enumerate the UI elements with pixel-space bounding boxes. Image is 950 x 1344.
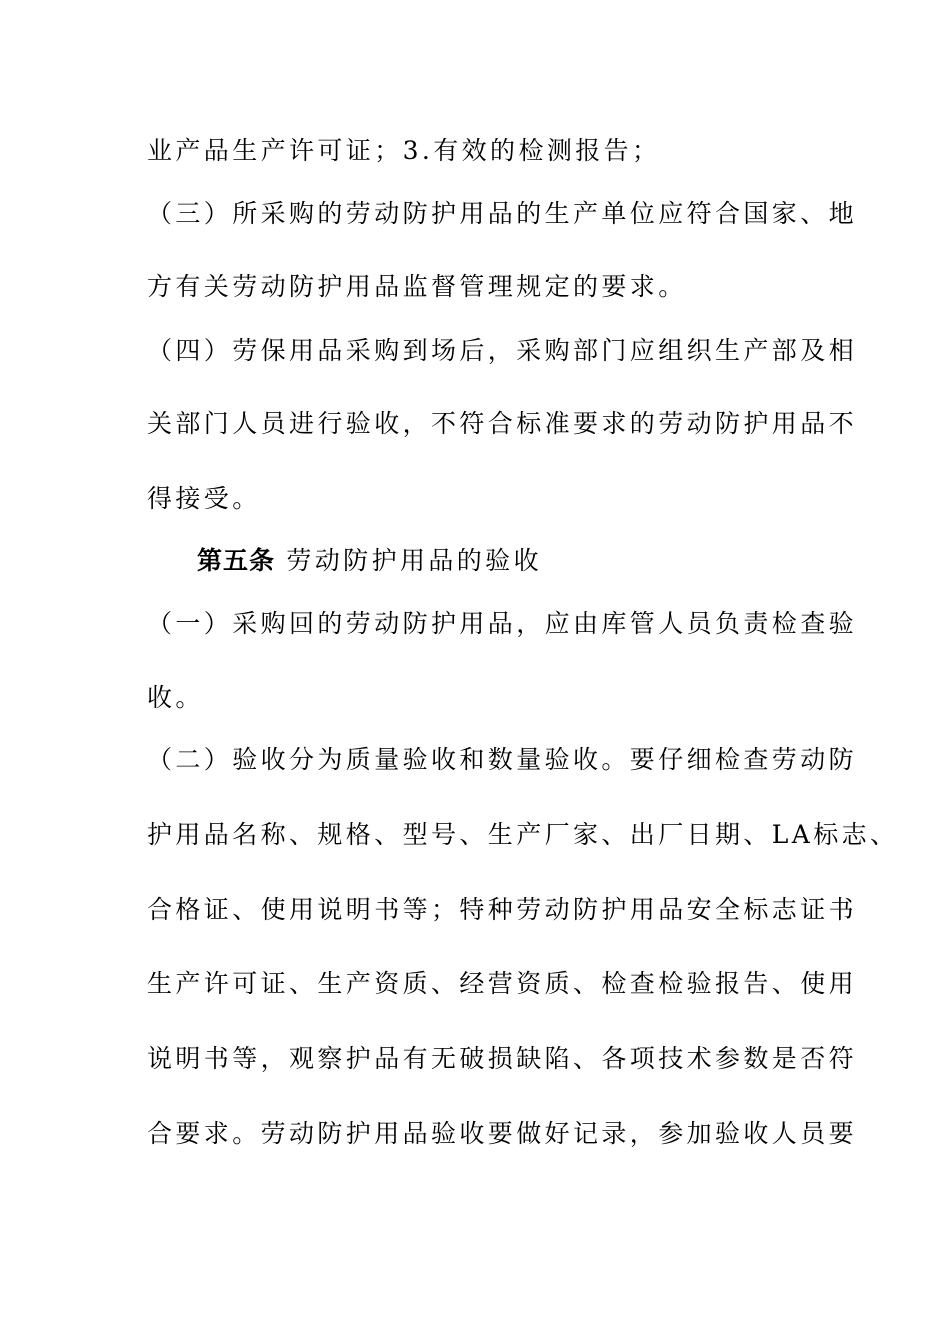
article-heading bbox=[197, 546, 542, 576]
text-line: 方有关劳动防护用品监督管理规定的要求。 bbox=[147, 272, 687, 301]
text-line: 得接受。 bbox=[147, 484, 261, 513]
text-line: 生产许可证、生产资质、经营资质、检查检验报告、使用 bbox=[147, 969, 858, 998]
article-title: 劳动防护用品的验收 bbox=[286, 546, 542, 575]
text-line: （三）所采购的劳动防护用品的生产单位应符合国家、地 bbox=[147, 199, 858, 228]
text-line: 关部门人员进行验收，不符合标准要求的劳动防护用品不 bbox=[147, 409, 858, 438]
text-line: 业产品生产许可证；3.有效的检测报告； bbox=[147, 136, 661, 165]
text-line: 收。 bbox=[147, 683, 204, 712]
text-line: 合格证、使用说明书等；特种劳动防护用品安全标志证书 bbox=[147, 895, 858, 924]
text-line: （一）采购回的劳动防护用品，应由库管人员负责检查验 bbox=[147, 609, 858, 638]
text-line: （二）验收分为质量验收和数量验收。要仔细检查劳动防 bbox=[147, 745, 858, 774]
text-line: 护用品名称、规格、型号、生产厂家、出厂日期、LA标志、 bbox=[147, 820, 899, 849]
text-line: 合要求。劳动防护用品验收要做好记录，参加验收人员要 bbox=[147, 1119, 858, 1148]
text-line: （四）劳保用品采购到场后，采购部门应组织生产部及相 bbox=[147, 336, 858, 365]
article-number: 第五条 bbox=[197, 546, 276, 575]
text-line: 说明书等，观察护品有无破损缺陷、各项技术参数是否符 bbox=[147, 1044, 858, 1073]
